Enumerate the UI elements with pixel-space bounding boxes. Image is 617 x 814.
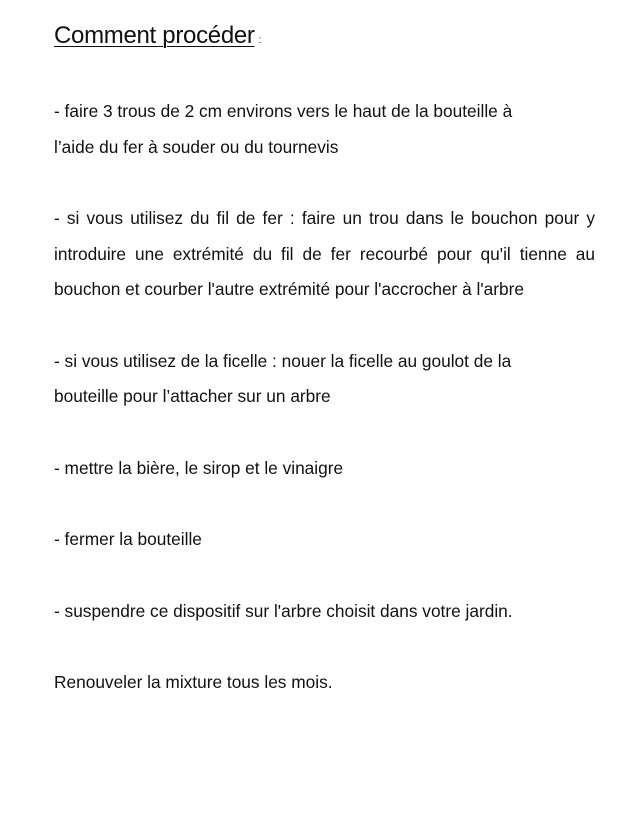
step-6: - suspendre ce dispositif sur l'arbre choisit dans votre jardin.	[54, 600, 513, 621]
step-5: - fermer la bouteille	[54, 529, 202, 549]
step-1-line-1: - faire 3 trous de 2 cm environs vers le haut de la bouteille à	[54, 101, 513, 121]
step-4: - mettre la bière, le sirop et le vinaigre	[54, 457, 344, 478]
step-3-line-2: bouteille pour l’attacher sur un arbre	[54, 386, 331, 406]
step-1-line-2: l’aide du fer à souder ou du tournevis	[54, 136, 339, 157]
step-3	[54, 344, 595, 415]
step-3-line-1: - si vous utilisez de la ficelle : nouer la ficelle au goulot de la	[54, 350, 512, 371]
page-title: Comment procéder	[54, 22, 255, 49]
title-colon: :	[258, 35, 262, 46]
step-1	[54, 94, 595, 165]
heading-line	[54, 18, 595, 54]
closing-note: Renouveler la mixture tous les mois.	[54, 672, 333, 692]
step-2: - si vous utilisez du fil de fer : faire un trou dans le bouchon pour y introduire une extrémité du fil de fer recourbé pour qu'il tienne au bouchon et courber l'autre extrémité pour l'accrocher à l'arbre	[54, 208, 595, 299]
document-page	[54, 18, 595, 737]
